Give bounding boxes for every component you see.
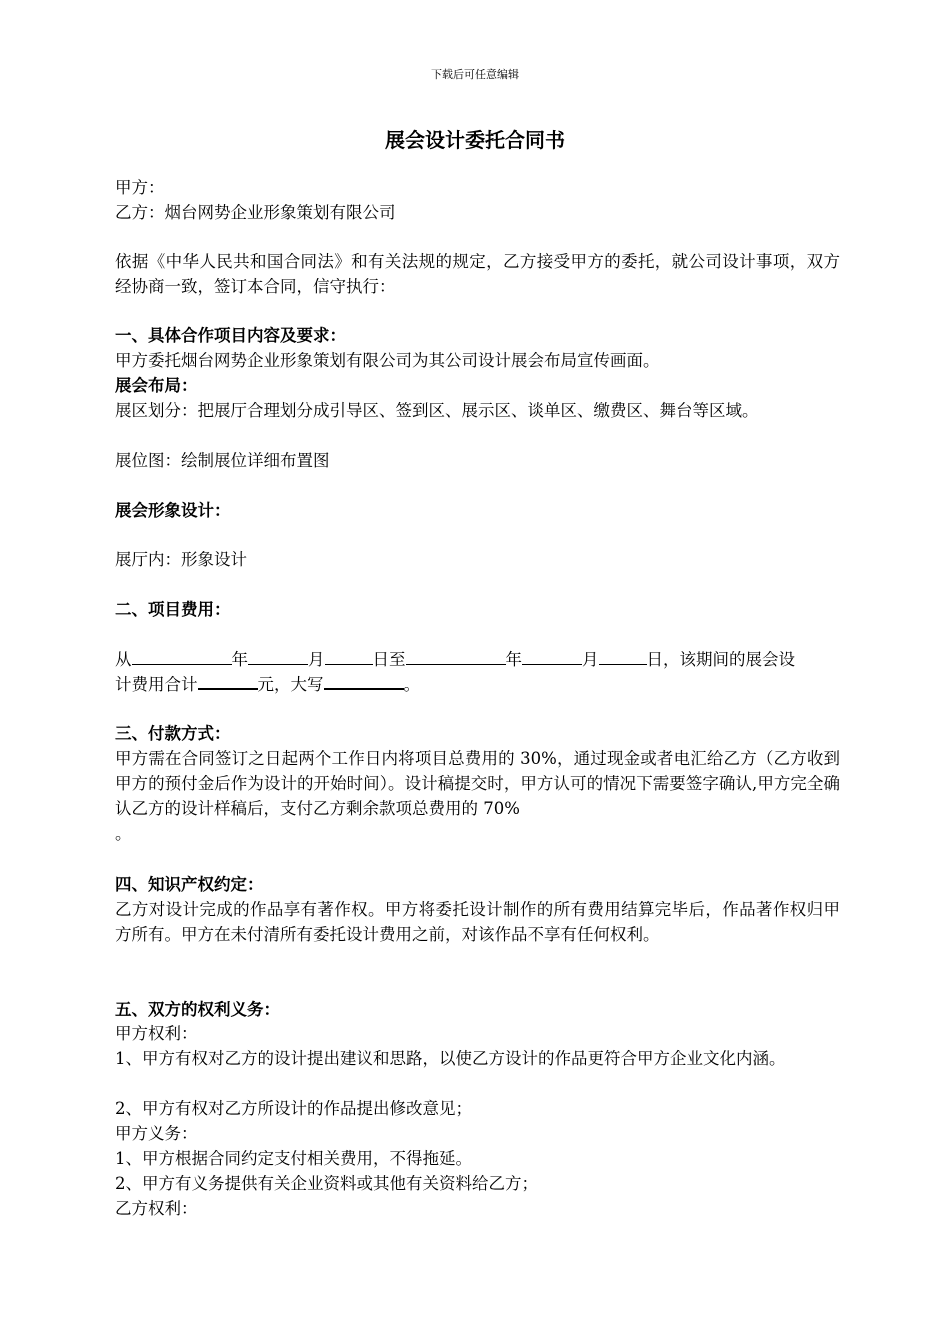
end-year-label: 年 xyxy=(505,650,522,669)
ip-paragraph: 乙方对设计完成的作品享有著作权。甲方将委托设计制作的所有费用结算完毕后，作品著作权归甲方所有。甲方在未付清所有委托设计费用之前，对该作品不享有任何权利。 xyxy=(115,900,840,944)
section-5-heading: 五、双方的权利义务： xyxy=(115,1000,280,1019)
fee-amount-blank[interactable] xyxy=(198,673,258,690)
image-design-heading: 展会形象设计： xyxy=(115,501,231,520)
party-a-duty-1: 1、甲方根据合同约定支付相关费用，不得拖延。 xyxy=(115,1149,472,1168)
payment-paragraph-end: 。 xyxy=(115,824,132,843)
end-month-label: 月 xyxy=(582,650,599,669)
section-2-heading: 二、项目费用： xyxy=(115,600,231,619)
document-title: 展会设计委托合同书 xyxy=(385,128,565,152)
party-b-rights-label: 乙方权利： xyxy=(115,1199,198,1218)
section-1-heading: 一、具体合作项目内容及要求： xyxy=(115,326,346,345)
party-a-right-1: 1、甲方有权对乙方的设计提出建议和思路，以使乙方设计的作品更符合甲方企业文化内涵。 xyxy=(115,1049,786,1068)
fee-period-line xyxy=(115,647,840,672)
fee-capital-label: 元，大写 xyxy=(257,675,324,694)
end-day-label: 日，该期间的展会设 xyxy=(646,650,795,669)
hall-design-line: 展厅内：形象设计 xyxy=(115,550,247,569)
start-month-blank[interactable] xyxy=(248,649,308,665)
fee-total-line xyxy=(115,672,840,697)
party-a-rights-label: 甲方权利： xyxy=(115,1024,198,1043)
layout-heading: 展会布局： xyxy=(115,376,198,395)
end-day-blank[interactable] xyxy=(599,649,647,665)
section-3-heading: 三、付款方式： xyxy=(115,724,231,743)
end-month-blank[interactable] xyxy=(522,649,582,665)
start-year-label: 年 xyxy=(231,650,248,669)
end-year-blank[interactable] xyxy=(406,649,506,665)
fee-end-mark: 。 xyxy=(403,675,420,694)
start-day-blank[interactable] xyxy=(325,649,373,665)
page-header-note: 下载后可任意编辑 xyxy=(431,68,519,81)
fee-from-label: 从 xyxy=(115,650,132,669)
start-year-blank[interactable] xyxy=(132,649,232,665)
party-b-line: 乙方：烟台网势企业形象策划有限公司 xyxy=(115,203,396,222)
party-a-duty-2: 2、甲方有义务提供有关企业资料或其他有关资料给乙方； xyxy=(115,1174,538,1193)
party-a-right-2: 2、甲方有权对乙方所设计的作品提出修改意见； xyxy=(115,1099,472,1118)
fee-total-label: 计费用合计 xyxy=(115,675,198,694)
fee-capital-blank[interactable] xyxy=(324,673,404,690)
party-a-line: 甲方： xyxy=(115,178,165,197)
start-day-to-label: 日至 xyxy=(372,650,406,669)
section-1-paragraph: 甲方委托烟台网势企业形象策划有限公司为其公司设计展会布局宣传画面。 xyxy=(115,351,660,370)
start-month-label: 月 xyxy=(308,650,325,669)
zone-division-paragraph: 展区划分：把展厅合理划分成引导区、签到区、展示区、谈单区、缴费区、舞台等区域。 xyxy=(115,401,759,420)
intro-paragraph: 依据《中华人民共和国合同法》和有关法规的规定，乙方接受甲方的委托，就公司设计事项，双方经协商一致，签订本合同，信守执行： xyxy=(115,252,840,296)
party-a-duties-label: 甲方义务： xyxy=(115,1124,198,1143)
booth-plan-line: 展位图：绘制展位详细布置图 xyxy=(115,451,330,470)
payment-paragraph: 甲方需在合同签订之日起两个工作日内将项目总费用的 30%，通过现金或者电汇给乙方（乙方收到甲方的预付金后作为设计的开始时间）。设计稿提交时，甲方认可的情况下需要签字确认,甲方完全确认乙方的设计样稿后，支付乙方剩余款项总费用的 70% xyxy=(115,749,840,818)
section-4-heading: 四、知识产权约定： xyxy=(115,875,264,894)
